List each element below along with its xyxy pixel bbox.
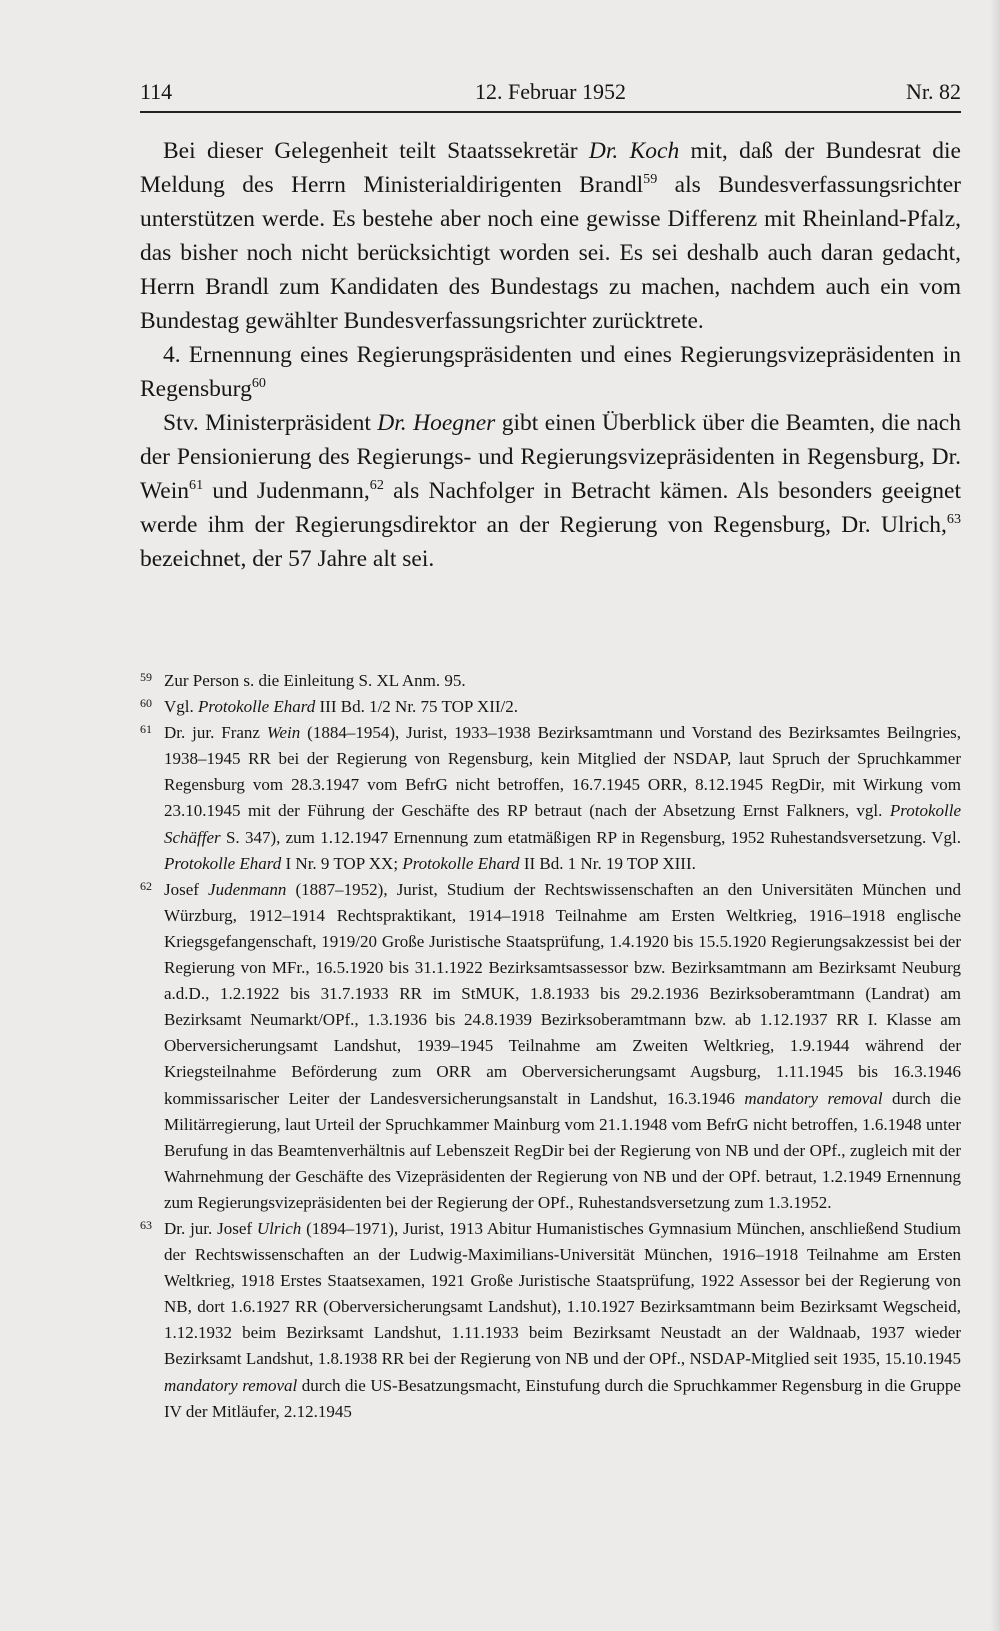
- text-run: als Nachfolger in Betracht kämen. Als besonders geeignet werde ihm der Regierungsdirektor an der Regierung von Regensburg, Dr. Ulrich,: [140, 478, 961, 538]
- footnote-ref[interactable]: 61: [189, 477, 204, 494]
- footnote-mark: 59: [140, 670, 152, 684]
- emphasis: mandatory removal: [164, 1375, 298, 1395]
- footnote-62: [140, 877, 961, 1216]
- person-name: Judenmann: [208, 879, 287, 899]
- footnote-61: [140, 720, 961, 877]
- footnote-59: [140, 668, 961, 694]
- citation-title: Protokolle Schäffer: [164, 801, 961, 847]
- text-run: Josef: [164, 879, 209, 899]
- text-run: durch die US-Besatzungsmacht, Einstufung durch die Spruchkammer Regensburg in die Gruppe IV der Mitläufer, 2.12.1945: [164, 1375, 961, 1421]
- footnote-mark: 60: [140, 696, 152, 711]
- header-date: 12. Februar 1952: [475, 79, 626, 104]
- header-rule: [140, 111, 961, 113]
- footnote-60: [140, 694, 961, 720]
- footnote-ref[interactable]: 59: [643, 171, 658, 188]
- text-run: als Bundesverfassungsrichter unterstützen werde. Es bestehe aber noch eine gewisse Differenz mit Rheinland-Pfalz, das bisher noch nicht berücksichtigt worden sei. Es sei deshalb auch daran gedacht, Herrn Brandl zum Kandidaten des Bundestags zu machen, nachdem auch ein vom Bundestag gewählter Bundesverfassungsrichter zurücktrete.: [140, 172, 962, 334]
- footnotes: [140, 668, 961, 1425]
- text-run: gibt einen Überblick über die Beamten, die nach der Pensionierung des Regierungs- und Regierungsvizepräsidenten in Regensburg, Dr. Wein: [140, 410, 961, 504]
- text-run: und Judenmann,: [203, 478, 370, 504]
- text-run: Dr. jur. Franz: [164, 723, 267, 743]
- text-run: II Bd. 1 Nr. 19 TOP XIII.: [519, 853, 696, 873]
- person-name: Ulrich: [256, 1218, 302, 1238]
- citation-title: Protokolle Ehard: [402, 853, 520, 873]
- text-run: Zur Person s. die Einleitung S. XL Anm. 95.: [164, 671, 466, 690]
- text-run: 4. Ernennung eines Regierungspräsidenten und eines Regierungsvizepräsidenten in Regensburg: [140, 342, 961, 402]
- scan-edge-shadow: [990, 0, 1000, 1631]
- citation-title: Protokolle Ehard: [198, 697, 316, 717]
- text-run: Stv. Ministerpräsident: [163, 410, 378, 436]
- text-run: (1887–1952), Jurist, Studium der Rechtswissenschaften an den Universitäten München und Würzburg, 1912–1914 Rechtspraktikant, 1914–1918 Teilnahme am Ersten Weltkrieg, 1916–1918 englische Kriegsgefangenschaft, 1919/20 Große Juristische Staatsprüfung, 1.4.1920 bis 15.5.1920 Regierungsakzessist bei der Regierung von MFr., 16.5.1920 bis 31.1.1922 Bezirksamtsassessor bzw. Bezirksamtmann am Bezirksamt Neuburg a.d.D., 1.2.1922 bis 31.7.1933 RR im StMUK, 1.8.1933 bis 29.2.1936 Bezirksoberamtmann (Landrat) am Bezirksamt Neumarkt/OPf., 1.3.1936 bis 24.8.1939 Bezirksoberamtmann bzw. ab 1.12.1937 RR I. Klasse am Oberversicherungsamt Landshut, 1939–1945 Teilnahme am Zweiten Weltkrieg, 1.9.1944 während der Kriegsteilnahme Beförderung zum ORR am Oberversicherungsamt Augsburg, 1.11.1945 bis 16.3.1946 kommissarischer Leiter der Landesversicherungsanstalt in Landshut, 16.3.1946: [164, 879, 961, 1108]
- footnote-mark: 62: [140, 878, 152, 893]
- document-number: Nr. 82: [906, 79, 961, 104]
- text-run: III Bd. 1/2 Nr. 75 TOP XII/2.: [315, 697, 518, 717]
- person-name: Dr. Hoegner: [377, 410, 496, 436]
- main-text: [140, 134, 961, 576]
- footnote-mark: 63: [140, 1217, 152, 1232]
- footnote-ref[interactable]: 63: [946, 511, 961, 528]
- footnote-mark: 61: [140, 722, 152, 737]
- text-run: Vgl.: [164, 697, 198, 717]
- page-number: 114: [140, 79, 173, 104]
- footnote-ref[interactable]: 62: [369, 477, 384, 494]
- text-run: Bei dieser Gelegenheit teilt Staatssekretär: [163, 138, 589, 164]
- person-name: Dr. Koch: [588, 138, 680, 164]
- citation-title: Protokolle Ehard: [164, 853, 282, 873]
- text-run: (1894–1971), Jurist, 1913 Abitur Humanistisches Gymnasium München, anschließend Studium der Rechtswissenschaften an der Ludwig-Maximilians-Universität München, 1916–1918 Teilnahme am Ersten Weltkrieg, 1918 Erstes Staatsexamen, 1921 Große Juristische Staatsprüfung, 1922 Assessor bei der Regierung von NB, dort 1.6.1927 RR (Oberversicherungsamt Landshut), 1.10.1927 Bezirksamtmann beim Bezirksamt Wegscheid, 1.12.1932 beim Bezirksamt Landshut, 1.11.1933 beim Bezirksamt Neustadt an der Waldnaab, 1937 wieder Bezirksamt Landshut, 1.8.1938 RR bei der Regierung von NB und der OPf., NSDAP-Mitglied seit 1935, 15.10.1945: [164, 1218, 961, 1369]
- text-run: Dr. jur. Josef: [164, 1218, 257, 1238]
- footnote-63: [140, 1216, 961, 1425]
- agenda-item-heading: [140, 338, 961, 406]
- text-run: S. 347), zum 1.12.1947 Ernennung zum etatmäßigen RP in Regensburg, 1952 Ruhestandsversetzung. Vgl.: [220, 827, 961, 847]
- footnote-ref[interactable]: 60: [251, 375, 266, 392]
- text-run: I Nr. 9 TOP XX;: [281, 853, 403, 873]
- emphasis: mandatory removal: [744, 1088, 883, 1108]
- text-run: bezeichnet, der 57 Jahre alt sei.: [140, 546, 435, 572]
- paragraph-hoegner: [140, 406, 961, 576]
- text-run: (1884–1954), Jurist, 1933–1938 Bezirksamtmann und Vorstand des Bezirksamtes Beilngries, 1938–1945 RR bei der Regierung von Regensburg, kein Mitglied der NSDAP, laut Spruch der Spruchkammer Regensburg vom 28.3.1947 vom BefrG nicht betroffen, 16.7.1945 ORR, 8.12.1945 RegDir, mit Wirkung vom 23.10.1945 mit der Führung der Geschäfte des RP betraut (nach der Absetzung Ernst Falkners, vgl.: [164, 723, 962, 821]
- text-run: durch die Militärregierung, laut Urteil der Spruchkammer Mainburg vom 21.1.1948 vom BefrG nicht betroffen, 1.6.1948 unter Berufung in das Beamtenverhältnis auf Lebenszeit RegDir bei der Regierung von NB und der OPf., zugleich mit der Wahrnehmung der Geschäfte des Vizepräsidenten der Regierung von NB und der OPf. betraut, 1.2.1949 Ernennung zum Regierungsvizepräsidenten bei der Regierung der OPf., Ruhestandsversetzung zum 1.3.1952.: [164, 1088, 961, 1212]
- paragraph-koch: [140, 134, 961, 338]
- text-run: mit, daß der Bundesrat die Meldung des Herrn Ministerialdirigenten Brandl: [140, 138, 961, 198]
- person-name: Wein: [266, 723, 301, 743]
- running-header: [140, 76, 961, 108]
